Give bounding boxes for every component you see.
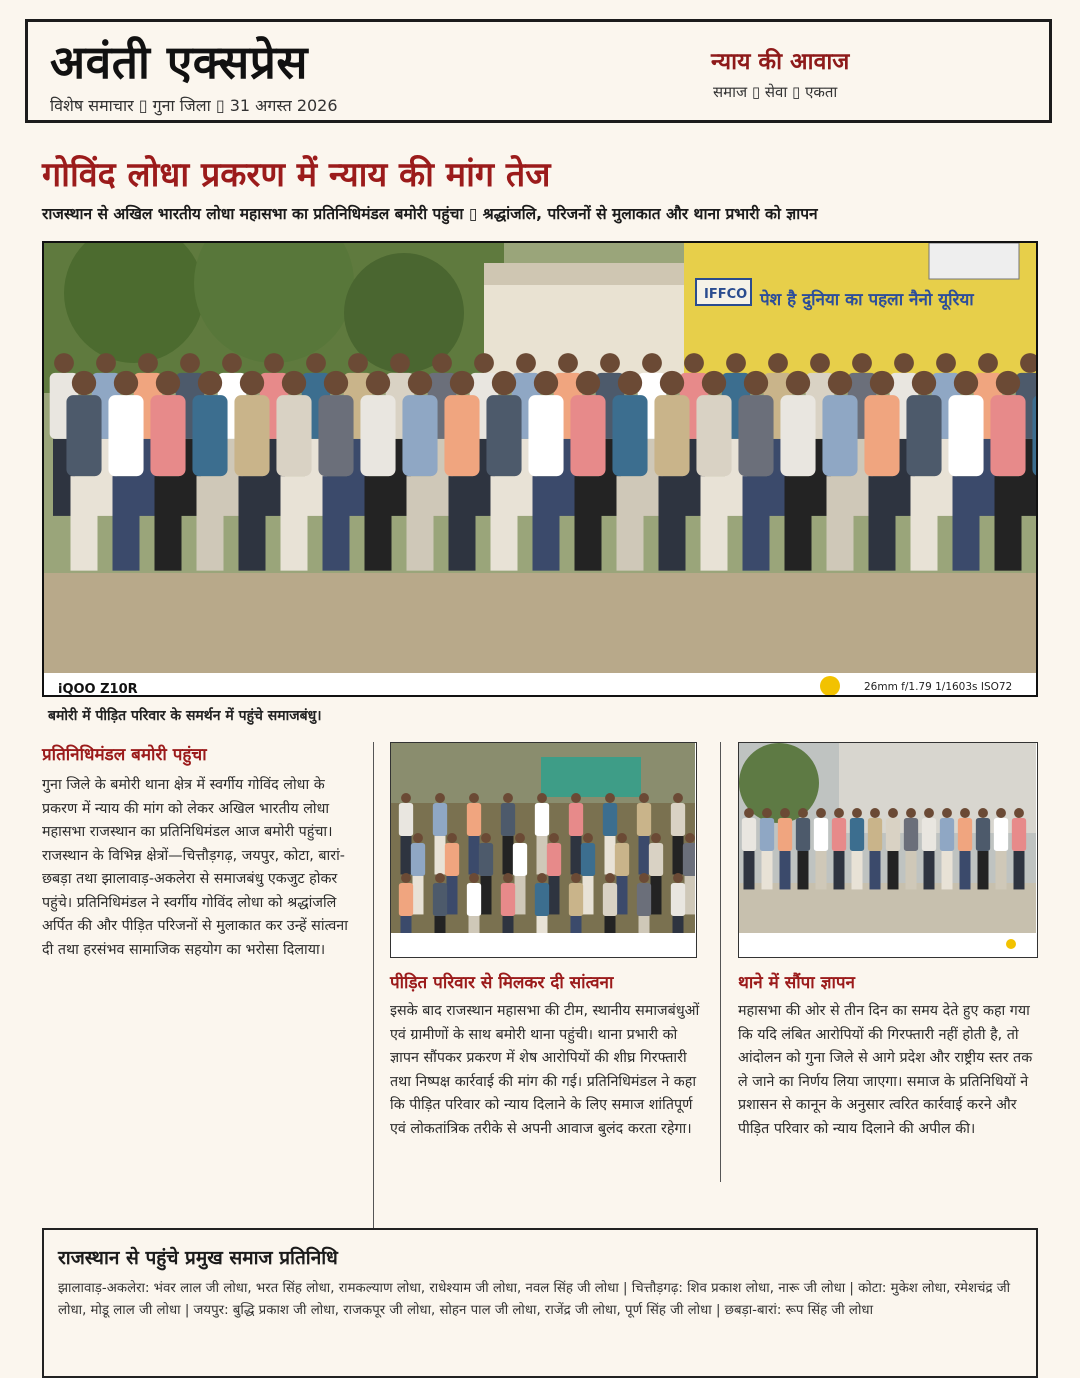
person-figure (940, 808, 954, 889)
person-figure (444, 371, 479, 571)
svg-text:IFFCO: IFFCO (704, 287, 748, 302)
person-figure (994, 808, 1008, 889)
person-figure (886, 808, 900, 889)
person-figure (1012, 808, 1026, 889)
newspaper-name: अवंती एक्सप्रेस (50, 35, 308, 89)
tagline: न्याय की आवाज (711, 49, 850, 75)
banner-text: पेश है दुनिया का पहला नैनो यूरिया (760, 290, 974, 310)
person-figure (922, 808, 936, 889)
headline: गोविंद लोधा प्रकरण में न्याय की मांग तेज (42, 155, 551, 195)
photo-caption: बमोरी में पीड़ित परिवार के समर्थन में पहुंचे समाजबंधु। (48, 708, 322, 724)
tagline-sub: समाज ▯ सेवा ▯ एकता (713, 83, 838, 101)
representatives-box (42, 1228, 1038, 1378)
person-figure (948, 371, 983, 571)
person-figure (66, 371, 101, 571)
camera-exif: 26mm f/1.79 1/1603s ISO72 (864, 681, 1013, 693)
person-figure (612, 371, 647, 571)
person-figure (796, 808, 810, 889)
person-figure (814, 808, 828, 889)
person-figure (276, 371, 311, 571)
person-figure (318, 371, 353, 571)
person-figure (760, 808, 774, 889)
col3-body: महासभा की ओर से तीन दिन का समय देते हुए कहा गया कि यदि लंबित आरोपियों की गिरफ्तारी नहीं होती है, तो आंदोलन को गुना जिले से आगे प्रदेश और राष्ट्रीय स्तर तक ले जाने का निर्णय लिया जाएगा। समाज के प्रतिनिधियों ने प्रशासन से कानून के अनुसार त्वरित कार्रवाई करने और पीड़ित परिवार को न्याय दिलाने की अपील की। (738, 1003, 1033, 1137)
dateline: विशेष समाचार ▯ गुना जिला ▯ 31 अगस्त 2026 (50, 96, 338, 115)
person-figure (990, 371, 1025, 571)
person-figure (778, 808, 792, 889)
person-figure (486, 371, 521, 571)
person-figure (234, 371, 269, 571)
person-figure (108, 371, 143, 571)
person-figure (192, 371, 227, 571)
camera-watermark: iQOO Z10R (58, 682, 138, 695)
person-figure (570, 371, 605, 571)
person-figure (822, 371, 857, 571)
crowd-photo-illustration (44, 243, 1036, 695)
col1-title: प्रतिनिधिमंडल बमोरी पहुंचा (42, 745, 207, 765)
col1-body: गुना जिले के बमोरी थाना क्षेत्र में स्वर्गीय गोविंद लोधा के प्रकरण में न्याय की मांग को लेकर अखिल भारतीय लोधा महासभा राजस्थान का प्रतिनिधिमंडल आज बमोरी पहुंचा। राजस्थान के विभिन्न क्षेत्रों—चित्तौड़गढ़, जयपुर, कोटा, बारां-छबड़ा तथा झालावाड़-अकलेरा से समाजबंधु एकजुट होकर पहुंचे। प्रतिनिधिमंडल ने स्वर्गीय गोविंद लोधा को श्रद्धांजलि अर्पित की और पीड़ित परिजनों से मुलाकात कर उन्हें सांत्वना दी तथा हरसंभव सामाजिक सहयोग का भरोसा दिलाया। (42, 777, 348, 958)
subheadline: राजस्थान से अखिल भारतीय लोधा महासभा का प्रतिनिधिमंडल बमोरी पहुंचा ▯ श्रद्धांजलि, परिजनों से मुलाकात और थाना प्रभारी को ज्ञापन (42, 205, 818, 223)
person-figure (780, 371, 815, 571)
col3-title: थाने में सौंपा ज्ञापन (738, 973, 855, 993)
person-figure (360, 371, 395, 571)
representatives-list: झालावाड़-अकलेरा: भंवर लाल जी लोधा, भरत सिंह लोधा, रामकल्याण लोधा, राधेश्याम जी लोधा, नवल सिंह जी लोधा | चित्तौड़गढ़: शिव प्रकाश लोधा, नारू जी लोधा | कोटा: मुकेश लोधा, रमेशचंद्र जी लोधा, मोडू लाल जी लोधा | जयपुर: बुद्धि प्रकाश जी लोधा, राजकपूर जी लोधा, सोहन पाल जी लोधा, राजेंद्र जी लोधा, पूर्ण सिंह जी लोधा | छबड़ा-बारां: रूप सिंह जी लोधा (58, 1281, 1011, 1318)
police-station-photo (738, 742, 1038, 958)
person-figure (150, 371, 185, 571)
person-figure (696, 371, 731, 571)
masthead (25, 19, 1052, 123)
person-figure (528, 371, 563, 571)
person-figure (904, 808, 918, 889)
person-figure (906, 371, 941, 571)
main-photo (42, 241, 1038, 697)
person-figure (738, 371, 773, 571)
sitting-crowd-photo (390, 742, 697, 958)
col2-title: पीड़ित परिवार से मिलकर दी सांत्वना (390, 973, 614, 993)
person-figure (976, 808, 990, 889)
person-figure (742, 808, 756, 889)
representatives-title: राजस्थान से पहुंचे प्रमुख समाज प्रतिनिधि (58, 1247, 338, 1269)
column-divider (720, 742, 721, 1182)
col2-body: इसके बाद राजस्थान महासभा की टीम, स्थानीय समाजबंधुओं एवं ग्रामीणों के साथ बमोरी थाना पहुंची। थाना प्रभारी को ज्ञापन सौंपकर प्रकरण में शेष आरोपियों की शीघ्र गिरफ्तारी तथा निष्पक्ष कार्रवाई की मांग की गई। प्रतिनिधिमंडल ने कहा कि पीड़ित परिवार को न्याय दिलाने के लिए समाज शांतिपूर्ण एवं लोकतांत्रिक तरीके से अपनी आवाज बुलंद करता रहेगा। (390, 1003, 700, 1137)
person-figure (654, 371, 689, 571)
person-figure (402, 371, 437, 571)
person-figure (868, 808, 882, 889)
person-figure (832, 808, 846, 889)
person-figure (864, 371, 899, 571)
person-figure (850, 808, 864, 889)
person-figure (958, 808, 972, 889)
